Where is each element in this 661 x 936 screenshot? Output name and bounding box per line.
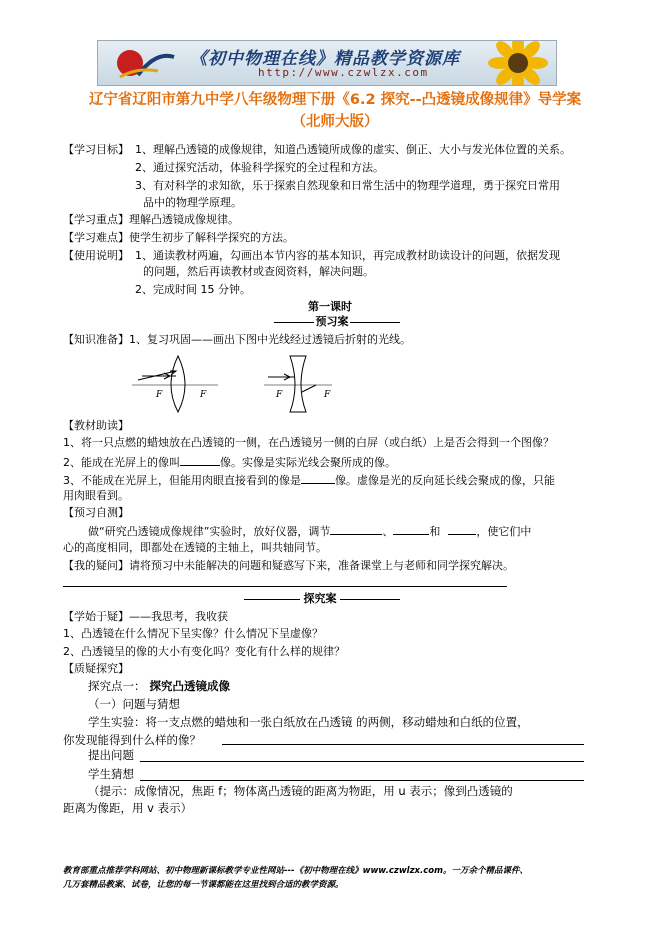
focal-point-label: F [324,390,331,400]
concave-lens-diagram [262,352,334,414]
difficulty-text: 使学生初步了解科学探究的方法。 [129,231,294,244]
answer-blank[interactable] [448,523,476,535]
focal-point-label: F [200,390,207,400]
self-test-text-end: ，使它们中 [476,525,532,538]
knowledge-label: 【知识准备】 [63,333,129,346]
inquiry-subheading: （一）问题与猜想 [88,697,180,711]
banner-url: http://www.czwlzx.com [258,66,429,79]
inquiry-point [88,679,230,694]
sunflower-icon [478,40,557,86]
site-banner [97,40,557,86]
inquiry-point-title: 探究凸透镜成像 [149,679,230,693]
key-point-text: 理解凸透镜成像规律。 [129,213,239,226]
start-question-2: 2、凸透镜呈的像的大小有变化吗？变化有什么样的规律？ [63,645,345,658]
key-point-label: 【学习重点】 [63,213,129,226]
site-logo-icon [108,45,178,81]
answer-line[interactable] [140,761,584,762]
goals-item-3-cont: 品中的物理学原理。 [143,196,242,209]
guide-label: 【教材助读】 [63,419,129,432]
self-test-cont: 心的高度相同，即都处在透镜的主轴上，叫共轴同节。 [63,541,327,554]
start-text: ——我思考，我收获 [129,610,228,623]
usage-label: 【使用说明】 [63,249,129,262]
answer-blank[interactable] [393,523,429,535]
goals-item-2: 2、通过探究活动，体验科学探究的全过程和方法。 [135,161,384,174]
document-subtitle: （北师大版） [291,114,379,130]
difficulty [63,231,294,245]
doubts-text: 请将预习中未能解决的问题和疑惑写下来，准备课堂上与老师和同学探究解决。 [129,559,514,572]
divider [274,322,314,323]
preview-heading: 预习案 [315,315,349,328]
divider [340,599,400,600]
doubts-answer-line[interactable] [63,586,507,587]
guide-q3-text: 3、不能成在光屏上，但能用肉眼直接看到的像是 [63,474,301,487]
my-doubts [63,559,514,573]
explore-heading: 探究案 [303,592,337,605]
answer-line[interactable] [222,744,584,745]
goals-label: 【学习目标】 [63,143,129,156]
experiment-text: 学生实验：将一支点燃的蜡烛和一张白纸放在凸透镜 的两侧，移动蜡烛和白纸的位置， [88,715,529,729]
experiment-text-cont: 你发现能得到什么样的像？ [63,733,201,747]
focal-point-label: F [276,390,283,400]
knowledge-text: 1、复习巩固——画出下图中光线经过透镜后折射的光线。 [129,333,411,346]
key-point [63,213,239,227]
hint-text-cont: 距离为像距，用 v 表示） [63,801,193,815]
usage-item-2: 2、完成时间 15 分钟。 [135,283,251,296]
hint-text: （提示：成像情况，焦距 f；物体离凸透镜的距离为物距，用 u 表示；像到凸透镜的 [88,784,513,798]
footer-line-1: 教育部重点推荐学科网站、初中物理新课标教学专业性网站---《初中物理在线》www.czwlzx.com。一万余个精品课件、 [63,866,528,876]
self-test-text: 做“研究凸透镜成像规律”实验时，放好仪器，调节 [88,525,331,538]
lesson-heading: 第一课时 [308,300,352,313]
answer-line[interactable] [140,780,584,781]
inquiry-point-label: 探究点一： [88,679,146,693]
footer-line-2: 几万套精品教案、试卷，让您的每一节课都能在这里找到合适的教学资源。 [63,880,344,890]
usage-item-1: 1、通读教材两遍，勾画出本节内容的基本知识，再完成教材助读设计的问题，依据发现 [135,249,560,262]
self-test-label: 【预习自测】 [63,506,129,519]
guide-q3-text-end: 像。虚像是光的反向延长线会聚成的像，只能 [335,474,555,487]
answer-blank[interactable] [330,523,382,535]
knowledge-prep [63,333,411,347]
student-guess-label: 学生猜想 [88,767,134,781]
guide-q2-text: 2、能成在光屏上的像叫 [63,456,180,469]
document-title: 辽宁省辽阳市第九中学八年级物理下册《6.2 探究--凸透镜成像规律》导学案 [88,92,582,108]
guide-q2-text-end: 像。实像是实际光线会聚所成的像。 [220,456,396,469]
start-label: 【学始于疑】 [63,610,129,623]
convex-lens-diagram [130,352,220,414]
guide-question-2 [63,454,396,470]
answer-blank[interactable] [301,472,335,484]
goals-item-3: 3、有对科学的求知欲，乐于探索自然现象和日常生活中的物理学道理，勇于探究日常用 [135,179,560,192]
ask-question-label: 提出问题 [88,748,134,762]
start-doubt [63,610,228,624]
divider [350,322,400,323]
start-question-1: 1、凸透镜在什么情况下呈实像？什么情况下呈虚像？ [63,627,323,640]
goals-item-1: 1、理解凸透镜的成像规律，知道凸透镜所成像的虚实、倒正、大小与发光体位置的关系。 [135,143,571,156]
inquiry-label: 【质疑探究】 [63,662,129,675]
doubts-label: 【我的疑问】 [63,559,129,572]
guide-question-1: 1、将一只点燃的蜡烛放在凸透镜的一侧，在凸透镜另一侧的白屏（或白纸）上是否会得到一个图像？ [63,436,554,449]
self-test-and: 和 [429,525,441,538]
guide-question-3 [63,472,555,488]
guide-question-3-cont: 用肉眼看到。 [63,489,129,502]
difficulty-label: 【学习难点】 [63,231,129,244]
self-test-separator: 、 [382,525,394,538]
divider [244,599,300,600]
self-test-question [88,523,531,539]
answer-blank[interactable] [180,454,220,466]
usage-item-1-cont: 的问题，然后再读教材或查阅资料，解决问题。 [143,265,374,278]
focal-point-label: F [156,390,163,400]
banner-title: 《初中物理在线》精品教学资源库 [190,49,460,69]
